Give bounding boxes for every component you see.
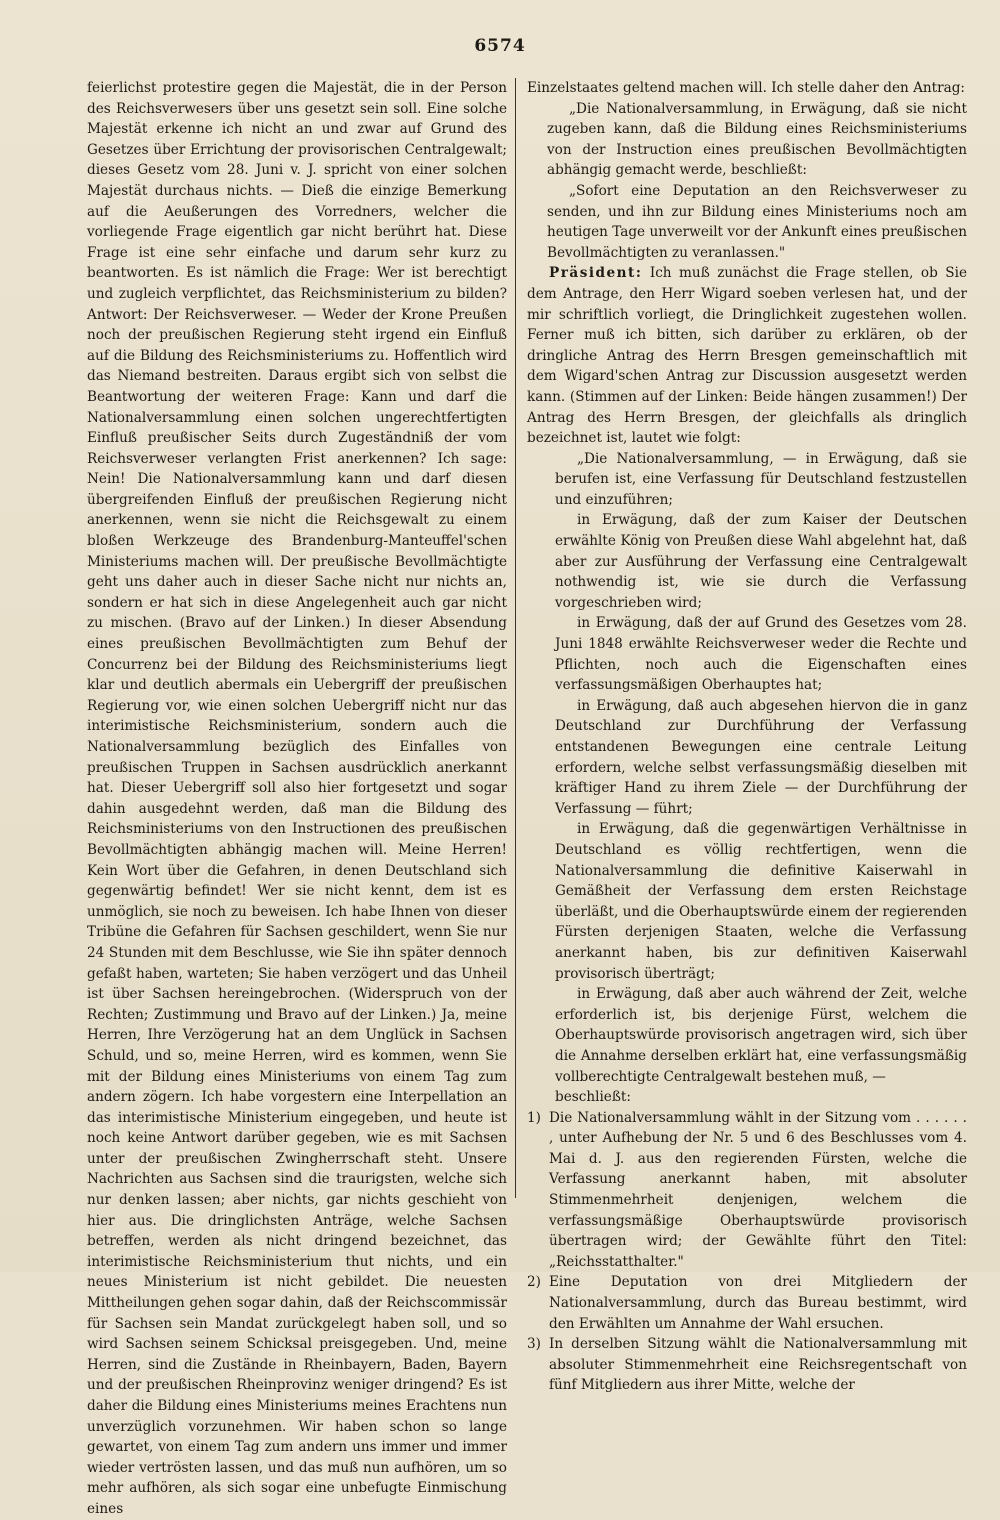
column-divider — [515, 78, 516, 1198]
item-text: Die Nationalversammlung wählt in der Sitzung vom . . . . . . , unter Aufhebung der Nr. 5 und 6 des Beschlusses vom 4. Mai d. J. aus den regierenden Fürsten, welche die Verfassung anerkannt haben, mit absoluter Stimmenmehrheit denjenigen, welchem die verfassungsmäßige Oberhauptswürde provisorisch übertragen wird; der Gewählte führt den Titel: „Reichsstatthalter." — [549, 1109, 967, 1270]
page-number: 6574 — [474, 36, 526, 56]
resolves-label: beschließt: — [555, 1089, 631, 1106]
item-number: 1) — [527, 1109, 541, 1126]
item-text: In derselben Sitzung wählt die Nationalversammlung mit absoluter Stimmenmehrheit eine Reichsregentschaft von fünf Mitgliedern aus ihrer Mitte, welche der — [549, 1336, 967, 1394]
president-paragraph — [527, 263, 967, 448]
right-column — [527, 78, 967, 1394]
left-column — [87, 78, 507, 1517]
president-text: Ich muß zunächst die Frage stellen, ob Sie dem Antrage, den Herr Wigard soeben verlesen hat, und der mir schriftlich vorliegt, die Dringlichkeit zugestehen wollen. Ferner muß ich bitten, sich darüber zu erklären, ob der dringliche Antrag des Herrn Bresgen gemeinschaftlich mit dem Wigard'schen Antrag zur Discussion ausgesetzt werden kann. (Stimmen auf der Linken: Beide hängen zusammen!) Der Antrag des Herrn Bresgen, der gleichfalls als dringlich bezeichnet ist, lautet wie folgt: — [527, 265, 967, 447]
consideration: in Erwägung, daß der auf Grund des Gesetzes vom 28. Juni 1848 erwählte Reichsverweser weder die Rechte und Pflichten, noch auch die Eigenschaften eines verfassungsmäßigen Oberhauptes hat; — [555, 615, 967, 694]
consideration: „Die Nationalversammlung, — in Erwägung, daß sie berufen ist, eine Verfassung für Deutschland festzustellen und einzuführen; — [555, 450, 967, 508]
resolution-item — [527, 1334, 967, 1396]
consideration: in Erwägung, daß auch abgesehen hiervon die in ganz Deutschland zur Durchführung der Verfassung entstandenen Bewegungen eine centrale Leitung erfordern, welche selbst verfassungsmäßig dieselben mit kräftiger Hand zu ihrem Ziele — der Durchführung der Verfassung — führt; — [555, 697, 967, 817]
consideration: in Erwägung, daß die gegenwärtigen Verhältnisse in Deutschland es völlig rechtfertigen, wenn die Nationalversammlung die definitive Kaiserwahl in Gemäßheit der Verfassung dem ersten Reichstage überläßt, und die Oberhauptswürde einem der regierenden Fürsten derjenigen Staaten, welche die Verfassung anerkannt haben, bis zur definitiven Kaiserwahl provisorisch überträgt; — [555, 821, 967, 982]
item-number: 3) — [527, 1336, 541, 1353]
resolution-item — [527, 1108, 967, 1273]
resolution-item — [527, 1272, 967, 1334]
left-paragraph: feierlichst protestire gegen die Majestät, die in der Person des Reichsverwesers über uns gesetzt sein soll. Eine solche Majestät erkenne ich nicht an und zwar auf Grund des Gesetzes über Errichtung der provisorischen Centralgewalt; dieses Gesetz vom 28. Juni v. J. spricht von einer solchen Majestät durchaus nichts. — Dieß die einzige Bemerkung auf die Aeußerungen des Vorredners, welcher die vorliegende Frage eigentlich gar nicht berührt hat. Diese Frage ist eine sehr einfache und darum sehr kurz zu beantworten. Es ist nämlich die Frage: Wer ist berechtigt und zugleich verpflichtet, das Reichsministerium zu bilden? Antwort: Der Reichsverweser. — Weder der Krone Preußen noch der preußischen Regierung steht irgend ein Einfluß auf die Bildung des Reichsministeriums zu. Hoffentlich wird das Niemand bestreiten. Daraus ergibt sich von selbst die Beantwortung der weiteren Frage: Kann und darf die Nationalversammlung einen solchen ungerechtfertigten Einfluß preußischer Seits durch Zugeständniß der vom Reichsverweser verlangten Frist anerkennen? Ich sage: Nein! Die Nationalversammlung kann und darf diesen übergreifenden Einfluß der preußischen Regierung nicht anerkennen, wenn sie nicht die Reichsgewalt zu einem bloßen Werkzeuge des Brandenburg-Manteuffel'schen Ministeriums machen will. Der preußische Bevollmächtigte geht uns daher auch in dieser Sache nicht nur nichts an, sondern er hat sich in diese Angelegenheit auch gar nicht zu mischen. (Bravo auf der Linken.) In dieser Absendung eines preußischen Bevollmächtigten zum Behuf der Concurrenz bei der Bildung des Reichsministeriums liegt klar und deutlich abermals ein Uebergriff der preußischen Regierung vor, wie einen solchen Uebergriff nicht nur das interimistische Reichsministerium, sondern auch die Nationalversammlung bezüglich des Einfalles von preußischen Truppen in Sachsen ausdrücklich anerkannt hat. Dieser Uebergriff soll also hier fortgesetzt und sogar dahin ausgedehnt werden, daß man die Bildung des Reichsministeriums von den Instructionen des preußischen Bevollmächtigten abhängig machen will. Meine Herren! Kein Wort über die Gefahren, in denen Deutschland sich gegenwärtig befindet! Wer sie nicht kennt, dem ist es unmöglich, sie noch zu beweisen. Ich habe Ihnen von dieser Tribüne die Gefahren für Sachsen geschildert, wenn Sie nur 24 Stunden mit dem Beschlusse, wie Sie ihn später dennoch gefaßt haben, warteten; Sie haben verzögert und das Unheil ist über Sachsen hereingebrochen. (Widerspruch von der Rechten; Zustimmung und Bravo auf der Linken.) Ja, meine Herren, Ihre Verzögerung hat an dem Unglück in Sachsen Schuld, und so, meine Herren, wird es kommen, wenn Sie mit der Bildung eines Ministeriums von einem Tag zum andern zögern. Ich habe vorgestern eine Interpellation an das interimistische Ministerium eingegeben, und heute ist noch keine Antwort darüber gegeben, wie es mit Sachsen unter der preußischen Zwingherrschaft steht. Unsere Nachrichten aus Sachsen sind die traurigsten, welche sich nur denken lassen; aber nichts, gar nichts geschieht von hier aus. Die dringlichsten Anträge, welche Sachsen betreffen, werden als nicht dringend bezeichnet, das interimistische Reichsministerium thut nichts, und ein neues Ministerium ist nicht gebildet. Die neuesten Mittheilungen gehen sogar dahin, daß der Reichscommissär für Sachsen sein Mandat zurückgelegt haben soll, und so wird Sachsen seinem Schicksal preisgegeben. Und, meine Herren, sind die Zustände in Rheinbayern, Baden, Bayern und der preußischen Rheinprovinz weniger dringend? Es ist daher die Bildung eines Ministeriums meines Erachtens nun unverzüglich vorzunehmen. Wir haben schon so lange gewartet, von einem Tag zum andern uns immer und immer wieder vertrösten lassen, und das muß nun aufhören, um so mehr aufhören, als sich sogar eine unbefugte Einmischung eines — [87, 80, 507, 1517]
consideration: in Erwägung, daß aber auch während der Zeit, welche erforderlich ist, bis derjenige Fürst, welchem die Oberhauptswürde provisorisch angetragen wird, sich über die Annahme derselben erklärt hat, eine verfassungsmäßig vollberechtigte Centralgewalt bestehen muß, — — [555, 986, 967, 1085]
right-opening: Einzelstaates geltend machen will. Ich stelle daher den Antrag: — [527, 80, 965, 96]
consideration: in Erwägung, daß der zum Kaiser der Deutschen erwählte König von Preußen diese Wahl abgelehnt hat, daß aber zur Ausführung der Verfassung eine Centralgewalt nothwendig ist, wie sie durch die Verfassung vorgeschrieben wird; — [555, 512, 967, 611]
item-text: Eine Deputation von drei Mitgliedern der Nationalversammlung, durch das Bureau bestimmt, wird den Erwählten um Annahme der Wahl ersuchen. — [549, 1274, 967, 1332]
speaker-president: Präsident: — [549, 265, 643, 282]
motion-body: „Sofort eine Deputation an den Reichsverweser zu senden, und ihn zur Bildung eines Ministeriums noch am heutigen Tage unverweilt vor der Ankunft eines preußischen Bevollmächtigten zu veranlassen." — [547, 182, 967, 261]
item-number: 2) — [527, 1274, 541, 1291]
motion-preamble: „Die Nationalversammlung, in Erwägung, daß sie nicht zugeben kann, daß die Bildung eines Reichsministeriums von der Instruction eines preußischen Bevollmächtigten abhängig gemacht werde, beschließt: — [547, 100, 967, 179]
